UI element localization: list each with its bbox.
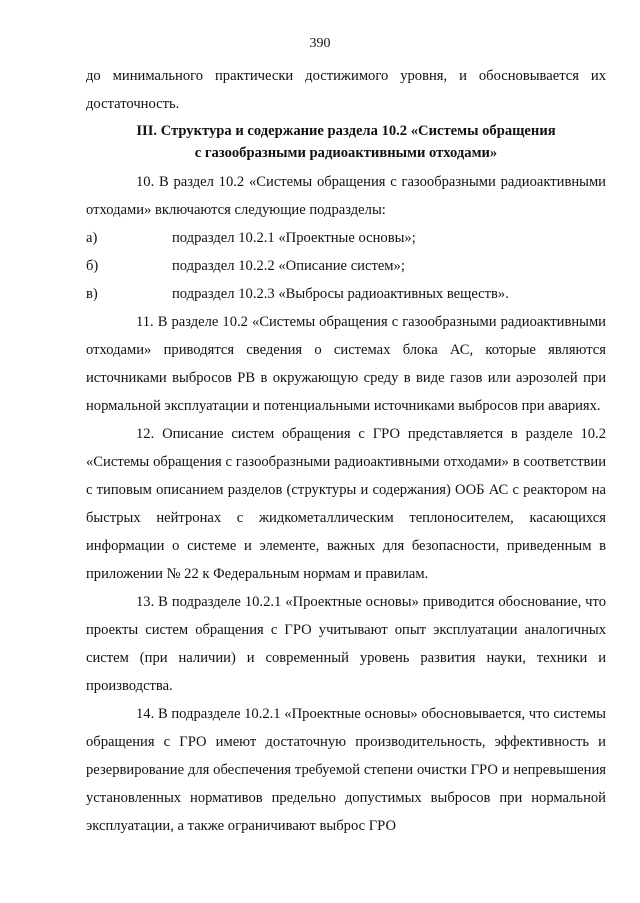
subsection-item-b <box>86 252 606 280</box>
subsection-item-c-marker: в) <box>86 286 98 302</box>
paragraph-11: 11. В разделе 10.2 «Системы обращения с газообразными радиоактивными отходами» приводятся сведения о системах блока АС, которые являются источниками выбросов РВ в окружающую среду в виде газов или аэрозолей при нормальной эксплуатации и потенциальными источниками выбросов при авариях. <box>86 314 606 414</box>
section-heading <box>86 120 606 164</box>
section-heading-line-1: III. Структура и содержание раздела 10.2 «Системы обращения <box>136 123 556 139</box>
page-number: 390 <box>309 36 331 51</box>
paragraph-14: 14. В подразделе 10.2.1 «Проектные основы» обосновывается, что системы обращения с ГРО имеют достаточную производительность, эффективность и резервирование для обеспечения требуемой степени очистки ГРО и непревышения установленных нормативов предельно допустимых выбросов при нормальной эксплуатации, а также ограничивают выброс ГРО <box>86 706 606 834</box>
subsection-item-b-marker: б) <box>86 258 99 274</box>
paragraph-13: 13. В подразделе 10.2.1 «Проектные основы» приводится обоснование, что проекты систем обращения с ГРО учитывают опыт эксплуатации аналогичных систем (при наличии) и современный уровень развития науки, техники и производства. <box>86 594 606 694</box>
paragraph-10: 10. В раздел 10.2 «Системы обращения с газообразными радиоактивными отходами» включаются следующие подразделы: <box>86 174 606 218</box>
paragraph-12: 12. Описание систем обращения с ГРО представляется в разделе 10.2 «Системы обращения с газообразными радиоактивными отходами» в соответствии с типовым описанием разделов (структуры и содержания) ООБ АС с реактором на быстрых нейтронах с жидкометаллическим теплоносителем, касающихся информации о системе и элементе, важных для безопасности, приведенным в приложении № 22 к Федеральным нормам и правилам. <box>86 426 606 582</box>
section-heading-line-2: с газообразными радиоактивными отходами» <box>194 145 498 161</box>
subsection-item-a <box>86 224 606 252</box>
subsection-item-c <box>86 280 606 308</box>
subsection-item-b-text: подраздел 10.2.2 «Описание систем»; <box>172 258 405 274</box>
subsection-item-c-text: подраздел 10.2.3 «Выбросы радиоактивных веществ». <box>172 286 509 302</box>
subsection-item-a-text: подраздел 10.2.1 «Проектные основы»; <box>172 230 416 246</box>
intro-paragraph: до минимального практически достижимого уровня, и обосновывается их достаточность. <box>86 68 606 112</box>
subsection-item-a-marker: а) <box>86 230 98 246</box>
document-body <box>86 62 606 840</box>
